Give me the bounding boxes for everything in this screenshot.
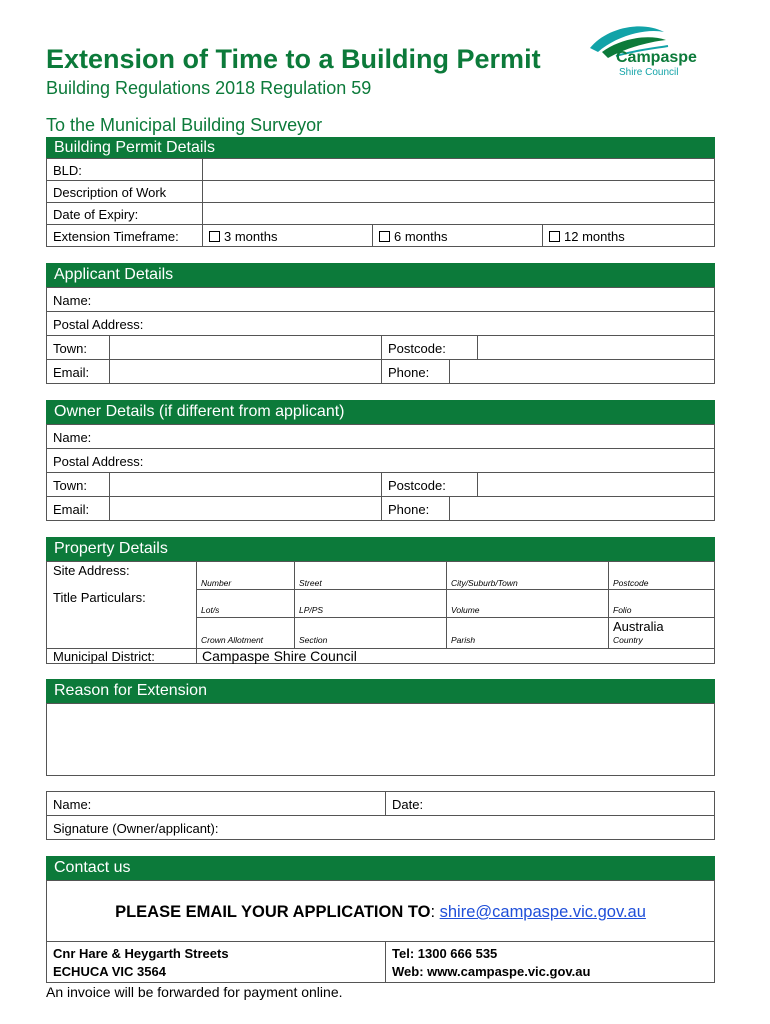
owner-town-field[interactable] bbox=[109, 473, 382, 496]
site-address-label: Site Address: bbox=[53, 563, 130, 578]
checkbox-3-months[interactable] bbox=[209, 231, 220, 242]
reason-heading: Reason for Extension bbox=[46, 679, 715, 703]
website-link[interactable]: Web: www.campaspe.vic.gov.au bbox=[392, 964, 591, 979]
owner-postcode-label: Postcode: bbox=[388, 478, 446, 493]
applicant-postal-label: Postal Address: bbox=[53, 317, 144, 332]
applicant-email-row bbox=[46, 359, 715, 384]
description-label: Description of Work bbox=[53, 185, 167, 200]
reason-field[interactable] bbox=[46, 703, 715, 776]
section-label: Section bbox=[299, 635, 328, 645]
timeframe-label: Extension Timeframe: bbox=[53, 229, 179, 244]
expiry-row bbox=[46, 202, 715, 225]
contact-heading: Contact us bbox=[46, 856, 715, 880]
applicant-email-field[interactable] bbox=[109, 360, 382, 383]
owner-name-row[interactable] bbox=[46, 424, 715, 449]
owner-heading: Owner Details (if different from applicant) bbox=[46, 400, 715, 424]
sign-date-label: Date: bbox=[392, 797, 424, 812]
country-value: Australia bbox=[613, 619, 664, 634]
property-grid bbox=[196, 562, 714, 648]
addressee: To the Municipal Building Surveyor bbox=[46, 115, 323, 135]
property-heading: Property Details bbox=[46, 537, 715, 561]
applicant-postcode-cell bbox=[381, 336, 478, 359]
logo-name: Campaspe bbox=[616, 49, 697, 66]
contact-tel-web bbox=[385, 942, 714, 982]
expiry-label: Date of Expiry: bbox=[53, 207, 139, 222]
owner-phone-label: Phone: bbox=[388, 502, 430, 517]
volume-label: Volume bbox=[451, 605, 480, 615]
address-line-1: Cnr Hare & Heygarth Streets bbox=[53, 946, 229, 961]
contact-email-block bbox=[46, 880, 715, 942]
bld-field[interactable] bbox=[202, 159, 714, 180]
checkbox-6-months[interactable] bbox=[379, 231, 390, 242]
option-12-months[interactable] bbox=[542, 225, 714, 246]
signature-label: Signature (Owner/applicant): bbox=[53, 821, 219, 836]
logo-sub: Shire Council bbox=[619, 67, 679, 78]
applicant-name-label: Name: bbox=[53, 293, 92, 308]
applicant-phone-field[interactable] bbox=[449, 360, 714, 383]
checkbox-12-months[interactable] bbox=[549, 231, 560, 242]
address-line-2: ECHUCA VIC 3564 bbox=[53, 964, 166, 979]
applicant-postal-row[interactable] bbox=[46, 311, 715, 336]
option-6-months[interactable] bbox=[372, 225, 543, 246]
description-field[interactable] bbox=[202, 181, 714, 202]
owner-phone-field[interactable] bbox=[449, 497, 714, 520]
leaf-logo-icon bbox=[586, 18, 726, 82]
owner-postal-row[interactable] bbox=[46, 448, 715, 473]
page-title: Extension of Time to a Building Permit bbox=[46, 44, 541, 74]
city-label: City/Suburb/Town bbox=[451, 578, 518, 588]
municipal-value: Campaspe Shire Council bbox=[202, 648, 357, 664]
postcode-label: Postcode bbox=[613, 578, 649, 588]
owner-name-label: Name: bbox=[53, 430, 92, 445]
property-block bbox=[46, 561, 715, 649]
country-label: Country bbox=[613, 635, 643, 645]
sign-name-label: Name: bbox=[53, 797, 92, 812]
applicant-town-label: Town: bbox=[53, 341, 87, 356]
owner-phone-cell bbox=[381, 497, 450, 520]
owner-postcode-cell bbox=[381, 473, 478, 496]
signature-row[interactable] bbox=[46, 815, 715, 840]
owner-email-label: Email: bbox=[53, 502, 90, 517]
lots-label: Lot/s bbox=[201, 605, 220, 615]
applicant-heading: Applicant Details bbox=[46, 263, 715, 287]
parish-label: Parish bbox=[451, 635, 476, 645]
owner-email-field[interactable] bbox=[109, 497, 382, 520]
lpps-label: LP/PS bbox=[299, 605, 324, 615]
option-12-label: 12 months bbox=[564, 229, 625, 244]
email-instruction bbox=[47, 903, 714, 922]
sign-date-cell[interactable] bbox=[385, 792, 714, 815]
email-link[interactable]: shire@campaspe.vic.gov.au bbox=[439, 903, 646, 921]
crown-allotment-label: Crown Allotment bbox=[201, 635, 264, 645]
applicant-email-label: Email: bbox=[53, 365, 90, 380]
permit-heading: Building Permit Details bbox=[46, 137, 715, 158]
telephone: Tel: 1300 666 535 bbox=[392, 946, 498, 961]
owner-town-label: Town: bbox=[53, 478, 87, 493]
contact-address-block bbox=[46, 941, 715, 983]
applicant-postcode-label: Postcode: bbox=[388, 341, 446, 356]
applicant-town-field[interactable] bbox=[109, 336, 382, 359]
title-particulars-label: Title Particulars: bbox=[53, 590, 146, 605]
option-3-months[interactable] bbox=[202, 225, 373, 246]
applicant-phone-label: Phone: bbox=[388, 365, 430, 380]
email-colon: : bbox=[430, 903, 436, 921]
description-row bbox=[46, 180, 715, 203]
owner-town-row bbox=[46, 472, 715, 497]
applicant-town-row bbox=[46, 335, 715, 360]
municipal-label: Municipal District: bbox=[53, 649, 155, 664]
option-6-label: 6 months bbox=[394, 229, 448, 244]
folio-label: Folio bbox=[613, 605, 632, 615]
applicant-phone-cell bbox=[381, 360, 450, 383]
street-label: Street bbox=[299, 578, 322, 588]
owner-postcode-field[interactable] bbox=[477, 473, 714, 496]
municipal-field bbox=[196, 649, 714, 663]
footer-note: An invoice will be forwarded for payment online. bbox=[46, 984, 343, 1000]
timeframe-row bbox=[46, 224, 715, 247]
number-label: Number bbox=[201, 578, 232, 588]
page-subtitle: Building Regulations 2018 Regulation 59 bbox=[46, 78, 372, 98]
option-3-label: 3 months bbox=[224, 229, 278, 244]
applicant-postcode-field[interactable] bbox=[477, 336, 714, 359]
owner-email-row bbox=[46, 496, 715, 521]
campaspe-logo bbox=[586, 18, 726, 82]
email-prefix: PLEASE EMAIL YOUR APPLICATION TO bbox=[115, 903, 431, 921]
applicant-name-row[interactable] bbox=[46, 287, 715, 312]
owner-postal-label: Postal Address: bbox=[53, 454, 144, 469]
municipal-row bbox=[46, 648, 715, 664]
sign-name-row bbox=[46, 791, 715, 816]
bld-label: BLD: bbox=[53, 163, 82, 178]
expiry-field[interactable] bbox=[202, 203, 714, 224]
bld-row bbox=[46, 158, 715, 181]
